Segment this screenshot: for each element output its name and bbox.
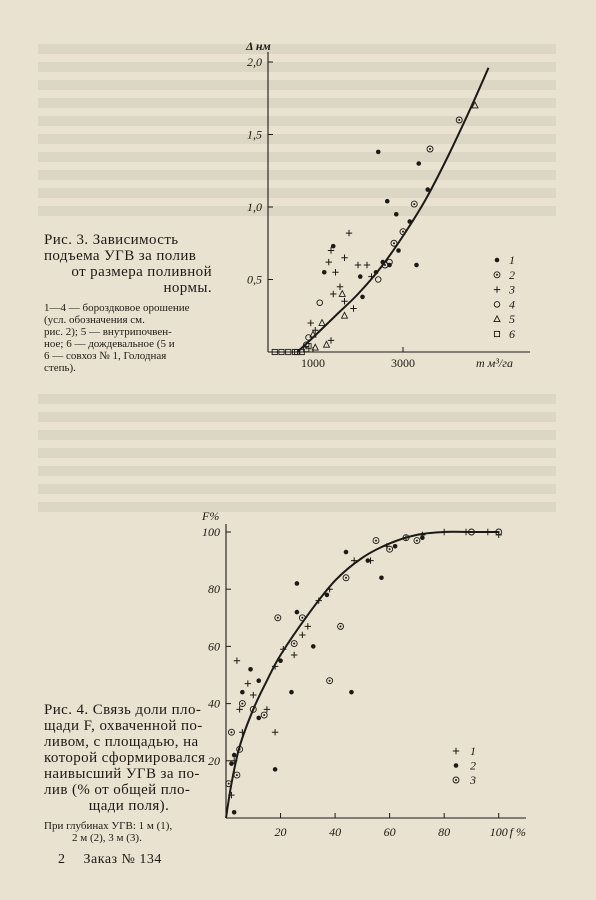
- x-tick-label: 1000: [301, 356, 325, 370]
- y-axis-label: F%: [202, 509, 220, 523]
- data-point: [391, 240, 397, 246]
- data-point: [414, 538, 420, 544]
- data-point: [427, 146, 433, 152]
- y-tick-label: 1,0: [247, 200, 262, 214]
- trend-curve: [297, 68, 488, 352]
- data-point: [234, 772, 240, 778]
- figure-4-caption-description: [44, 820, 214, 844]
- caption-line: При глубинах УГВ: 1 м (1),: [44, 820, 173, 832]
- data-point: [349, 690, 354, 695]
- data-point: [250, 692, 256, 698]
- data-point: [332, 269, 338, 275]
- data-point: [393, 544, 398, 549]
- caption-line: наивысший УГВ за по-: [44, 766, 200, 782]
- data-point: [239, 701, 245, 707]
- data-point: [343, 575, 349, 581]
- data-point: [346, 230, 352, 236]
- data-point: [485, 529, 491, 535]
- data-point: [394, 212, 399, 217]
- legend-marker: [454, 763, 459, 768]
- data-point: [248, 667, 253, 672]
- data-point: [373, 538, 379, 544]
- data-point: [232, 753, 237, 758]
- figure-3-caption-description: [44, 302, 212, 374]
- data-point: [407, 219, 412, 224]
- data-point: [337, 284, 343, 290]
- data-point: [339, 291, 345, 297]
- y-tick-label: 0,5: [247, 272, 262, 287]
- figure-4-caption-title: [44, 702, 214, 814]
- data-point: [317, 300, 323, 306]
- caption-line: подъема УГВ за полив: [44, 248, 197, 264]
- data-point: [240, 690, 245, 695]
- data-point: [308, 320, 314, 326]
- data-point: [342, 312, 348, 318]
- legend-label: 3: [470, 773, 476, 787]
- data-point: [272, 729, 278, 735]
- data-point: [234, 658, 240, 664]
- x-axis-label: m м³/га: [476, 356, 513, 370]
- legend-marker: [453, 748, 459, 754]
- x-tick-label: 60: [383, 825, 396, 839]
- figure-3-caption: [44, 232, 212, 374]
- data-point: [379, 575, 384, 580]
- y-axis-label: Δ нм: [246, 39, 271, 53]
- data-point: [324, 341, 330, 347]
- data-point: [376, 150, 381, 155]
- data-point: [325, 593, 330, 598]
- order-number: Заказ № 134: [83, 852, 162, 867]
- caption-line: ное; 6 — дождевальное (5 и: [44, 338, 175, 350]
- data-point: [358, 274, 363, 279]
- data-point: [327, 678, 333, 684]
- data-point: [278, 658, 283, 663]
- data-point: [256, 716, 261, 721]
- data-point: [322, 270, 327, 275]
- data-point: [330, 291, 336, 297]
- data-point: [425, 187, 430, 192]
- caption-line: степь).: [44, 362, 76, 374]
- legend-marker: [494, 316, 500, 322]
- data-point: [441, 529, 447, 535]
- caption-line: рис. 2); 5 — внутрипочвен-: [44, 326, 172, 338]
- caption-line: нормы.: [163, 280, 212, 296]
- legend-label: 1: [470, 744, 476, 758]
- caption-line: Рис. 3. Зависимость: [44, 232, 179, 248]
- x-axis-label: f %: [509, 825, 526, 839]
- caption-line: (усл. обозначения см.: [44, 314, 145, 326]
- data-point: [414, 263, 419, 268]
- x-tick-label: 40: [329, 825, 342, 839]
- legend-marker: [453, 777, 459, 783]
- legend-marker: [494, 302, 500, 308]
- caption-line: Рис. 4. Связь доли пло-: [44, 702, 202, 718]
- x-tick-label: 3000: [391, 356, 415, 370]
- data-point: [341, 255, 347, 261]
- legend-label: 4: [509, 297, 515, 312]
- data-point: [341, 298, 347, 304]
- caption-line: лив (% от общей пло-: [44, 782, 191, 798]
- data-point: [305, 623, 311, 629]
- data-point: [228, 729, 234, 735]
- y-tick-label: 1,5: [247, 127, 262, 142]
- data-point: [375, 277, 381, 283]
- data-point: [366, 558, 371, 563]
- data-point: [229, 761, 234, 766]
- data-point: [264, 706, 270, 712]
- legend-marker: [494, 331, 499, 336]
- data-point: [416, 161, 421, 166]
- data-point: [364, 262, 370, 268]
- data-point: [374, 270, 379, 275]
- data-point: [291, 652, 297, 658]
- figure-4-caption: [44, 702, 214, 844]
- legend-label: 1: [509, 253, 515, 267]
- data-point: [385, 199, 390, 204]
- data-point: [456, 117, 462, 123]
- data-point: [350, 305, 356, 311]
- data-point: [236, 706, 242, 712]
- data-point: [256, 678, 261, 683]
- data-point: [326, 259, 332, 265]
- data-point: [299, 632, 305, 638]
- data-point: [273, 767, 278, 772]
- data-point: [328, 337, 334, 343]
- legend-label: 2: [470, 758, 476, 773]
- data-point: [326, 586, 332, 592]
- data-point: [355, 262, 361, 268]
- legend-marker: [495, 258, 500, 263]
- y-tick-label: 100: [202, 525, 220, 539]
- page-footer: [58, 852, 162, 868]
- figure-3-caption-title: [44, 232, 212, 296]
- caption-line: от размера поливной: [71, 264, 212, 280]
- data-point: [261, 712, 267, 718]
- legend-marker: [494, 272, 500, 278]
- data-point: [396, 248, 401, 253]
- legend-label: 6: [509, 327, 515, 341]
- caption-line: которой сформировался: [44, 750, 206, 766]
- data-point: [420, 535, 425, 540]
- y-tick-label: 40: [208, 696, 220, 711]
- caption-line: щади поля).: [88, 798, 170, 814]
- y-tick-label: 60: [208, 639, 220, 654]
- trend-curve: [226, 532, 499, 818]
- x-tick-label: 80: [438, 825, 451, 839]
- data-point: [291, 641, 297, 647]
- data-point: [295, 581, 300, 586]
- data-point: [331, 244, 336, 249]
- data-point: [311, 644, 316, 649]
- data-point: [411, 201, 417, 207]
- data-point: [232, 810, 237, 815]
- x-tick-label: 20: [274, 825, 287, 839]
- legend-label: 3: [509, 282, 515, 297]
- caption-line: 2 м (2), 3 м (3).: [72, 832, 142, 844]
- caption-line: ливом, с площадью, на: [44, 734, 199, 750]
- x-tick-label: 100: [489, 825, 508, 839]
- data-point: [245, 680, 251, 686]
- data-point: [299, 615, 305, 621]
- legend-marker: [494, 286, 500, 292]
- page-number: 2: [58, 852, 66, 867]
- data-point: [344, 550, 349, 555]
- data-point: [275, 615, 281, 621]
- legend-label: 2: [509, 267, 515, 282]
- legend-label: 5: [509, 312, 515, 327]
- y-tick-label: 80: [208, 582, 220, 597]
- data-point: [319, 320, 325, 326]
- caption-line: щади F, охваченной по-: [44, 718, 203, 734]
- y-tick-label: 2,0: [247, 55, 262, 69]
- data-point: [295, 610, 300, 615]
- data-point: [368, 273, 374, 279]
- caption-line: 6 — совхоз № 1, Голодная: [44, 350, 167, 362]
- y-tick-label: 20: [208, 753, 220, 768]
- data-point: [338, 623, 344, 629]
- data-point: [289, 690, 294, 695]
- data-point: [360, 295, 365, 300]
- caption-line: 1—4 — бороздковое орошение: [44, 302, 190, 314]
- data-point: [387, 546, 393, 552]
